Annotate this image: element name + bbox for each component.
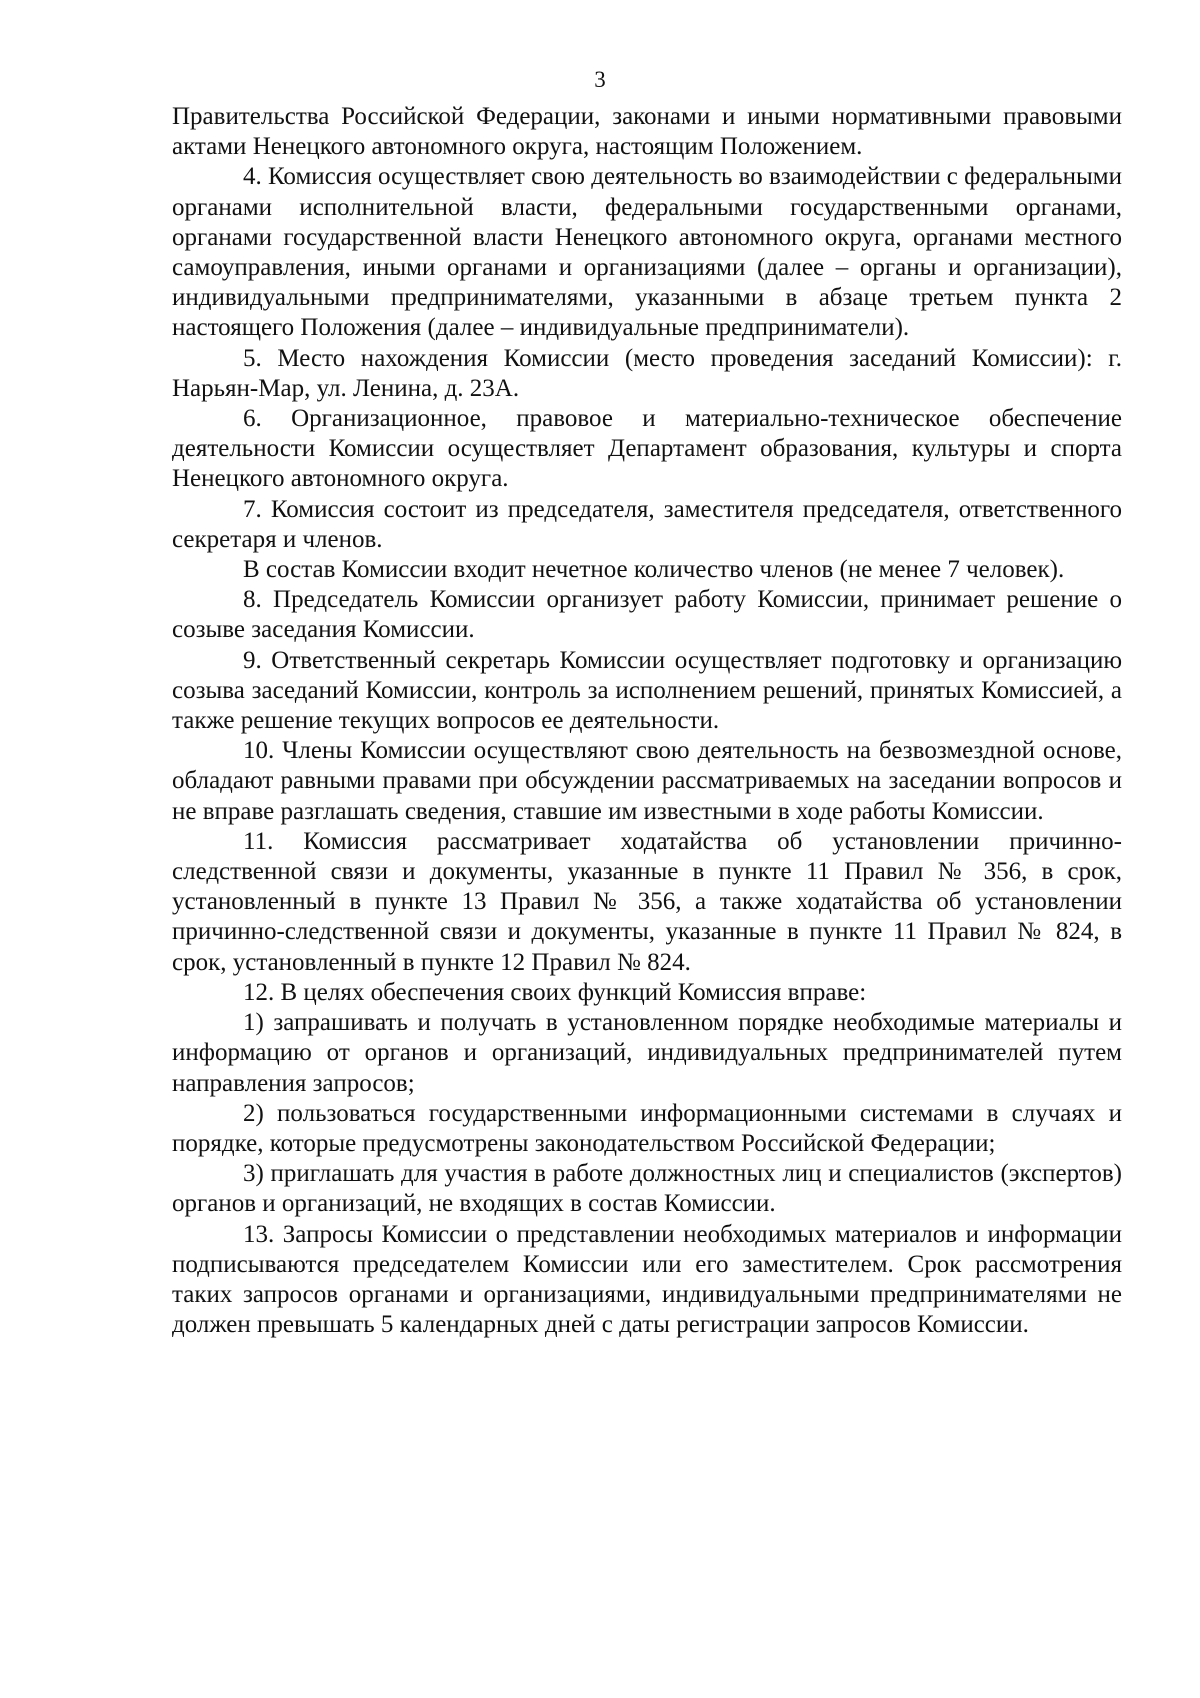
paragraph-item-9: 9. Ответственный секретарь Комиссии осуществляет подготовку и организацию созыва заседаний Комиссии, контроль за исполнением решений, принятых Комиссией, а также решение текущих вопросов ее деятельности. <box>172 646 1122 735</box>
paragraph-item-12: 12. В целях обеспечения своих функций Комиссия вправе: <box>243 978 867 1006</box>
document-body <box>172 102 1122 1340</box>
paragraph-item-6: 6. Организационное, правовое и материально-техническое обеспечение деятельности Комиссии осуществляет Департамент образования, культуры и спорта Ненецкого автономного округа. <box>172 405 1122 493</box>
page-number: 3 <box>594 67 606 92</box>
paragraph-item-7-members: В состав Комиссии входит нечетное количество членов (не менее 7 человек). <box>243 556 1065 584</box>
paragraph-item-10: 10. Члены Комиссии осуществляют свою деятельность на безвозмездной основе, обладают равными правами при обсуждении рассматриваемых на заседании вопросов и не вправе разглашать сведения, ставшие им известными в ходе работы Комиссии. <box>172 737 1122 825</box>
paragraph-item-12-sub-2: 2) пользоваться государственными информационными системами в случаях и порядке, которые предусмотрены законодательством Российской Федерации; <box>172 1099 1122 1157</box>
paragraph-item-4: 4. Комиссия осуществляет свою деятельность во взаимодействии с федеральными органами исполнительной власти, федеральными государственными органами, органами государственной власти Ненецкого автономного округа, органами местного самоуправления, иными органами и организациями (далее – органы и организации), индивидуальными предпринимателями, указанными в абзаце третьем пункта 2 настоящего Положения (далее – индивидуальные предприниматели). <box>172 163 1122 342</box>
paragraph-item-8: 8. Председатель Комиссии организует работу Комиссии, принимает решение о созыве заседания Комиссии. <box>172 586 1122 644</box>
paragraph-item-7: 7. Комиссия состоит из председателя, заместителя председателя, ответственного секретаря и членов. <box>172 495 1122 553</box>
paragraph-item-5: 5. Место нахождения Комиссии (место проведения заседаний Комиссии): г. Нарьян-Мар, ул. Ленина, д. 23А. <box>172 344 1122 402</box>
paragraph-continuation: Правительства Российской Федерации, законами и иными нормативными правовыми актами Ненецкого автономного округа, настоящим Положением. <box>172 103 1122 161</box>
paragraph-item-12-sub-3: 3) приглашать для участия в работе должностных лиц и специалистов (экспертов) органов и организаций, не входящих в состав Комиссии. <box>172 1160 1122 1218</box>
paragraph-item-13: 13. Запросы Комиссии о представлении необходимых материалов и информации подписываются председателем Комиссии или его заместителем. Срок рассмотрения таких запросов органами и организациями, индивидуальными предпринимателями не должен превышать 5 календарных дней с даты регистрации запросов Комиссии. <box>172 1220 1122 1339</box>
paragraph-item-11: 11. Комиссия рассматривает ходатайства об установлении причинно-следственной связи и документы, указанные в пункте 11 Правил № 356, в срок, установленный в пункте 13 Правил № 356, а также ходатайства об установлении причинно-следственной связи и документы, указанные в пункте 11 Правил № 824, в срок, установленный в пункте 12 Правил № 824. <box>172 827 1122 976</box>
paragraph-item-12-sub-1: 1) запрашивать и получать в установленном порядке необходимые материалы и информацию от органов и организаций, индивидуальных предпринимателей путем направления запросов; <box>172 1009 1122 1097</box>
